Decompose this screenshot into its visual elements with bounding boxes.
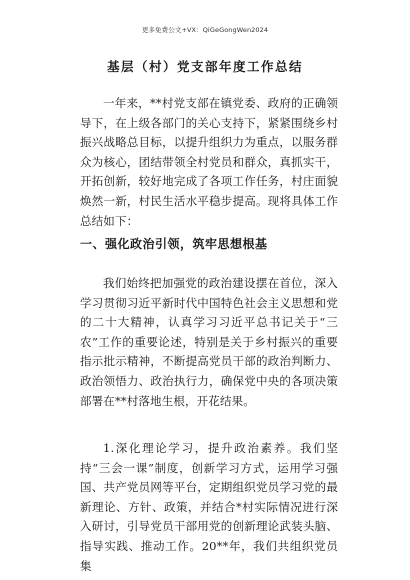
section-body-paragraph: 我们始终把加强党的政治建设摆在首位，深入学习贯彻习近平新时代中国特色社会主义思想和党的二十大精神，认真学习习近平总书记关于“三农”工作的重要论述，特别是关于乡村振兴的重要指示批示精神，不断提高党员干部的政治判断力、政治领悟力、政治执行力，确保党中央的各项决策部署在**村落地生根，开花结果。 (80, 276, 338, 408)
intro-paragraph: 一年来，**村党支部在镇党委、政府的正确领导下，在上级各部门的关心支持下，紧紧围绕乡村振兴战略总目标，以提升组织力为重点，以服务群众为核心，团结带领全村党员和群众，真抓实干，开拓创新，较好地完成了各项工作任务，村庄面貌焕然一新，村民生活水平稳步提高。现将具体工作总结如下： (80, 96, 338, 228)
document-title: 基层（村）党支部年度工作总结 (106, 59, 303, 74)
sub-item-paragraph: 1.深化理论学习，提升政治素养。我们坚持“三会一课”制度，创新学习方式，运用学习强国、共产党员网等平台，定期组织党员学习党的最新理论、方针、政策，并结合*村实际情况进行深入研讨，引导党员干部用党的创新理论武装头脑、指导实践、推动工作。20**年，我们共组织党员集 (80, 441, 338, 573)
section-heading: 一、强化政治引领，筑牢思想根基 (80, 237, 268, 251)
header-note: 更多免费公文+VX：QiGeGongWen2024 (141, 26, 269, 34)
